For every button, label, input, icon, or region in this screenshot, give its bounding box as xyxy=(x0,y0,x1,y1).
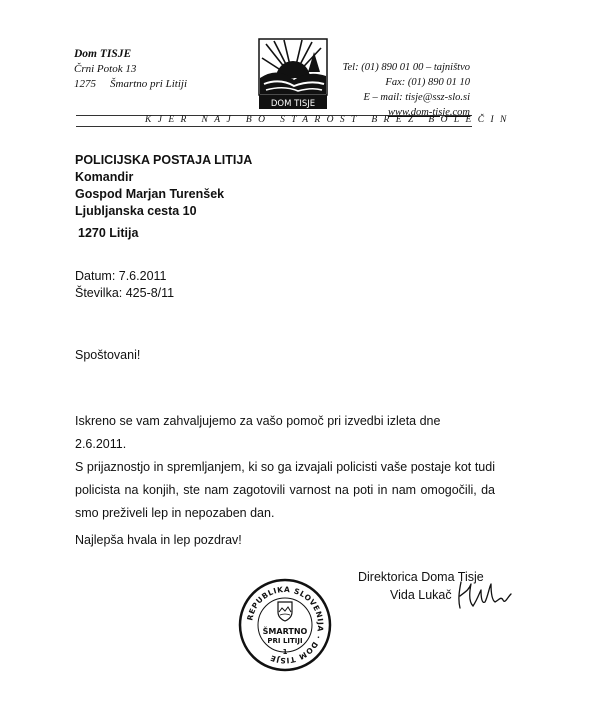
signatory-name: Vida Lukač xyxy=(390,588,452,602)
closing-line: Najlepša hvala in lep pozdrav! xyxy=(75,533,242,547)
website-link: www.dom-tisje.com xyxy=(387,107,470,118)
coat-of-arms-icon xyxy=(278,602,292,621)
letter-number: Številka: 425-8/11 xyxy=(75,286,175,300)
paragraph-thanks: Iskreno se vam zahvaljujemo za vašo pomoč pri izvedbi izleta dne 2.6.2011. xyxy=(75,414,441,451)
sender-postcode: 1275 xyxy=(74,78,96,90)
dom-tisje-logo xyxy=(258,38,328,110)
recipient-organisation: POLICIJSKA POSTAJA LITIJA xyxy=(75,153,253,167)
letter-date: Datum: 7.6.2011 xyxy=(75,269,167,283)
fax-number: Fax: (01) 890 01 10 xyxy=(385,77,470,88)
letter-meta xyxy=(75,268,174,302)
sender-town-line xyxy=(74,77,201,92)
official-stamp xyxy=(238,578,332,672)
sender-street: Črni Potok 13 xyxy=(74,63,137,75)
stamp-number: 1 xyxy=(282,648,288,656)
paragraph-details: S prijaznostjo in spremljanjem, ki so ga izvajali policisti vaše postaje kot tudi policista na konjih, ste nam zagotovili varnost na poti in nam omogočili, da smo preživeli lep in nepozaben dan. xyxy=(75,460,495,520)
recipient-person: Gospod Marjan Turenšek xyxy=(75,187,225,201)
motto: KJER NAJ BO STAROST BREZ BOLEČIN xyxy=(145,115,513,125)
recipient-address xyxy=(75,152,252,220)
sender-name: Dom TISJE xyxy=(74,48,132,60)
stamp-ring-text: REPUBLIKA SLOVENIJA · DOM TISJE xyxy=(245,584,326,666)
recipient-street: Ljubljanska cesta 10 xyxy=(75,204,197,218)
stamp-center-line-1: ŠMARTNO xyxy=(262,627,308,636)
stamp-center-line-2: PRI LITIJI xyxy=(267,637,303,645)
greeting: Spoštovani! xyxy=(75,348,141,362)
handwritten-signature xyxy=(455,578,515,612)
phone-number: Tel: (01) 890 01 00 – tajništvo xyxy=(342,62,470,73)
contact-block xyxy=(340,60,470,120)
logo-text: DOM TISJE xyxy=(270,99,316,109)
sender-town: Šmartno pri Litiji xyxy=(110,78,188,90)
signatory-title: Direktorica Doma Tisje xyxy=(358,570,484,584)
email-address: E – mail: tisje@ssz-slo.si xyxy=(363,92,470,103)
recipient-role: Komandir xyxy=(75,170,134,184)
recipient-city: 1270 Litija xyxy=(78,226,139,240)
sender-address xyxy=(74,47,201,92)
